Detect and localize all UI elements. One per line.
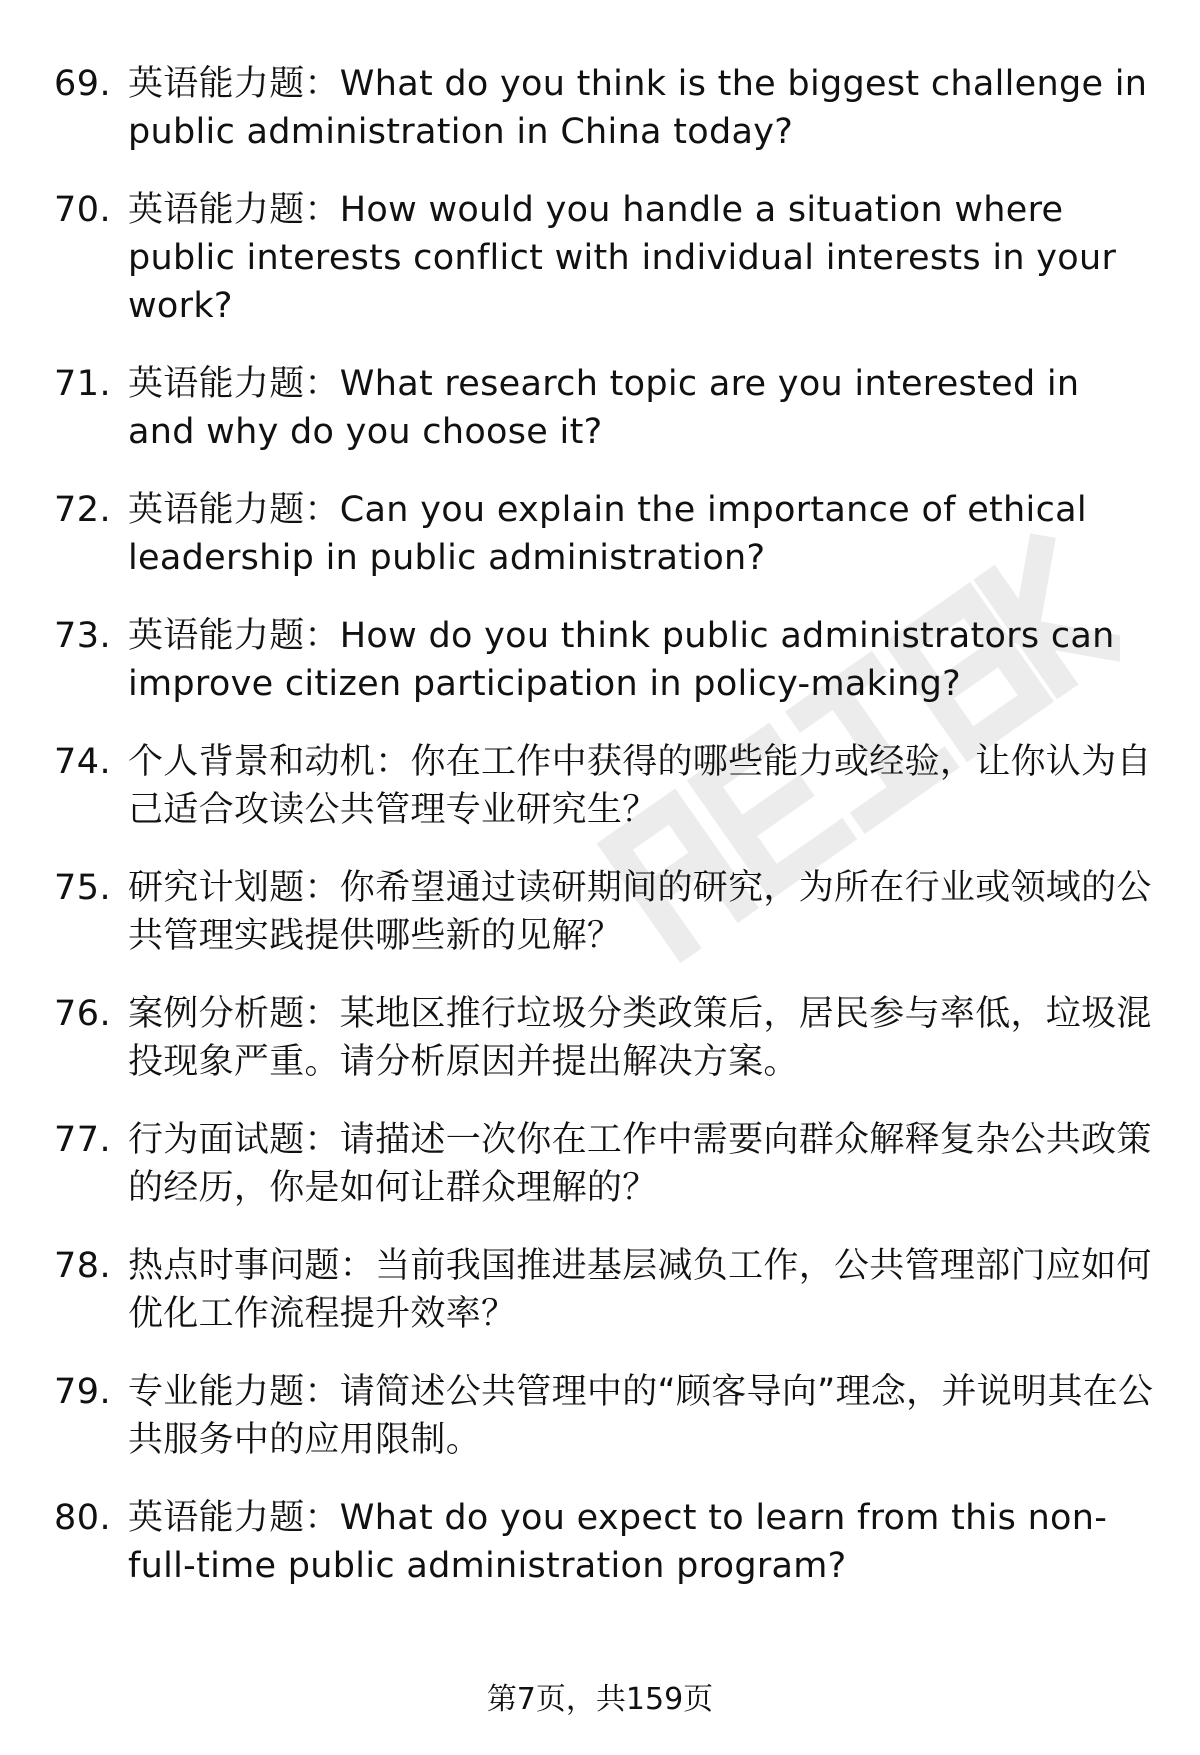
question-item [54,60,1154,156]
question-number: 74. [54,742,112,782]
question-item [54,360,1154,456]
question-text: 英语能力题：How do you think public administrators can improve citizen participation in policy-making? [128,616,1115,704]
question-item [54,1494,1154,1590]
page-number-label: 第7页，共159页 [486,1682,714,1717]
question-number: 70. [54,190,112,230]
question-text: 英语能力题：How would you handle a situation where public interests conflict with individual interests in your work? [128,190,1117,326]
question-list [54,60,1154,1620]
question-number: 79. [54,1372,112,1412]
page-footer [0,1680,1200,1720]
question-item [54,738,1154,834]
question-number: 76. [54,994,112,1034]
question-item [54,1368,1154,1464]
question-number: 77. [54,1120,112,1160]
question-text: 专业能力题：请简述公共管理中的“顾客导向”理念，并说明其在公共服务中的应用限制。 [128,1372,1154,1460]
question-text: 案例分析题：某地区推行垃圾分类政策后，居民参与率低，垃圾混投现象严重。请分析原因并提出解决方案。 [128,994,1152,1082]
question-text: 研究计划题：你希望通过读研期间的研究，为所在行业或领域的公共管理实践提供哪些新的见解？ [128,868,1152,956]
question-text: 英语能力题：Can you explain the importance of ethical leadership in public administration? [128,490,1087,578]
question-item [54,1242,1154,1338]
question-item [54,186,1154,330]
question-number: 78. [54,1246,112,1286]
question-text: 英语能力题：What do you think is the biggest challenge in public administration in China today? [128,64,1148,152]
question-number: 75. [54,868,112,908]
question-text: 英语能力题：What do you expect to learn from this non-full-time public administration program? [128,1498,1108,1586]
question-number: 69. [54,64,112,104]
question-number: 72. [54,490,112,530]
question-number: 71. [54,364,112,404]
question-number: 80. [54,1498,112,1538]
question-item [54,486,1154,582]
question-item [54,612,1154,708]
question-text: 英语能力题：What research topic are you interested in and why do you choose it? [128,364,1080,452]
question-item [54,864,1154,960]
question-text: 个人背景和动机：你在工作中获得的哪些能力或经验，让你认为自己适合攻读公共管理专业研究生？ [128,742,1152,830]
question-item [54,990,1154,1086]
question-item [54,1116,1154,1212]
question-text: 热点时事问题：当前我国推进基层减负工作，公共管理部门应如何优化工作流程提升效率？ [128,1246,1152,1334]
question-text: 行为面试题：请描述一次你在工作中需要向群众解释复杂公共政策的经历，你是如何让群众理解的？ [128,1120,1152,1208]
question-number: 73. [54,616,112,656]
